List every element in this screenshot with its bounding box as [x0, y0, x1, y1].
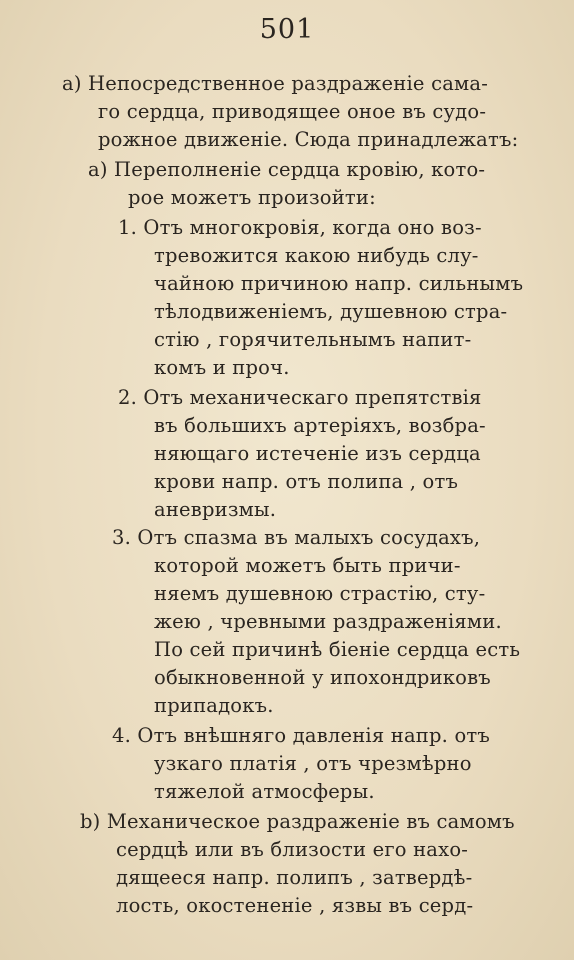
text-line: няемъ душевною страстію, сту-: [154, 582, 486, 605]
text-line: b) Механическое раздраженіе въ самомъ: [80, 810, 515, 833]
text-line: тѣлодвиженіемъ, душевною стра-: [154, 300, 508, 323]
text-line: аневризмы.: [154, 498, 277, 521]
text-line: чайною причиною напр. сильнымъ: [154, 272, 524, 295]
text-line: рое можетъ произойти:: [128, 186, 376, 209]
text-line: рожное движеніе. Сюда принадлежатъ:: [98, 128, 519, 151]
text-line: a) Непосредственное раздраженіе сама-: [62, 72, 489, 95]
text-line: припадокъ.: [154, 694, 274, 717]
text-line: которой можетъ быть причи-: [154, 554, 461, 577]
text-line: узкаго платія , отъ чрезмѣрно: [154, 752, 472, 775]
text-line: въ большихъ артеріяхъ, возбра-: [154, 414, 486, 437]
text-line: 3. Отъ спазма въ малыхъ сосудахъ,: [112, 526, 481, 549]
text-line: По сей причинѣ біеніе сердца есть: [154, 638, 521, 661]
text-line: 2. Отъ механическаго препятствія: [118, 386, 482, 409]
text-line: лость, окостененіе , язвы въ серд-: [116, 894, 474, 917]
text-line: крови напр. отъ полипа , отъ: [154, 470, 459, 493]
text-line: сердцѣ или въ близости его нахо-: [116, 838, 469, 861]
text-line: обыкновенной у ипохондриковъ: [154, 666, 491, 689]
text-line: стію , горячительнымъ напит-: [154, 328, 472, 351]
text-line: го сердца, приводящее оное въ судо-: [98, 100, 487, 123]
text-line: дящееся напр. полипъ , затвердѣ-: [116, 866, 473, 889]
text-line: жею , чревными раздраженіями.: [154, 610, 502, 633]
text-line: a) Переполненіе сердца кровію, кото-: [88, 158, 486, 181]
page-number: 501: [259, 14, 315, 45]
text-line: тяжелой атмосферы.: [154, 780, 375, 803]
text-line: 1. Отъ многокровія, когда оно воз-: [118, 216, 482, 239]
text-line: няющаго истеченіе изъ сердца: [154, 442, 481, 465]
text-line: тревожится какою нибудь слу-: [154, 244, 479, 267]
text-line: комъ и проч.: [154, 356, 290, 379]
text-line: 4. Отъ внѣшняго давленія напр. отъ: [112, 724, 491, 747]
